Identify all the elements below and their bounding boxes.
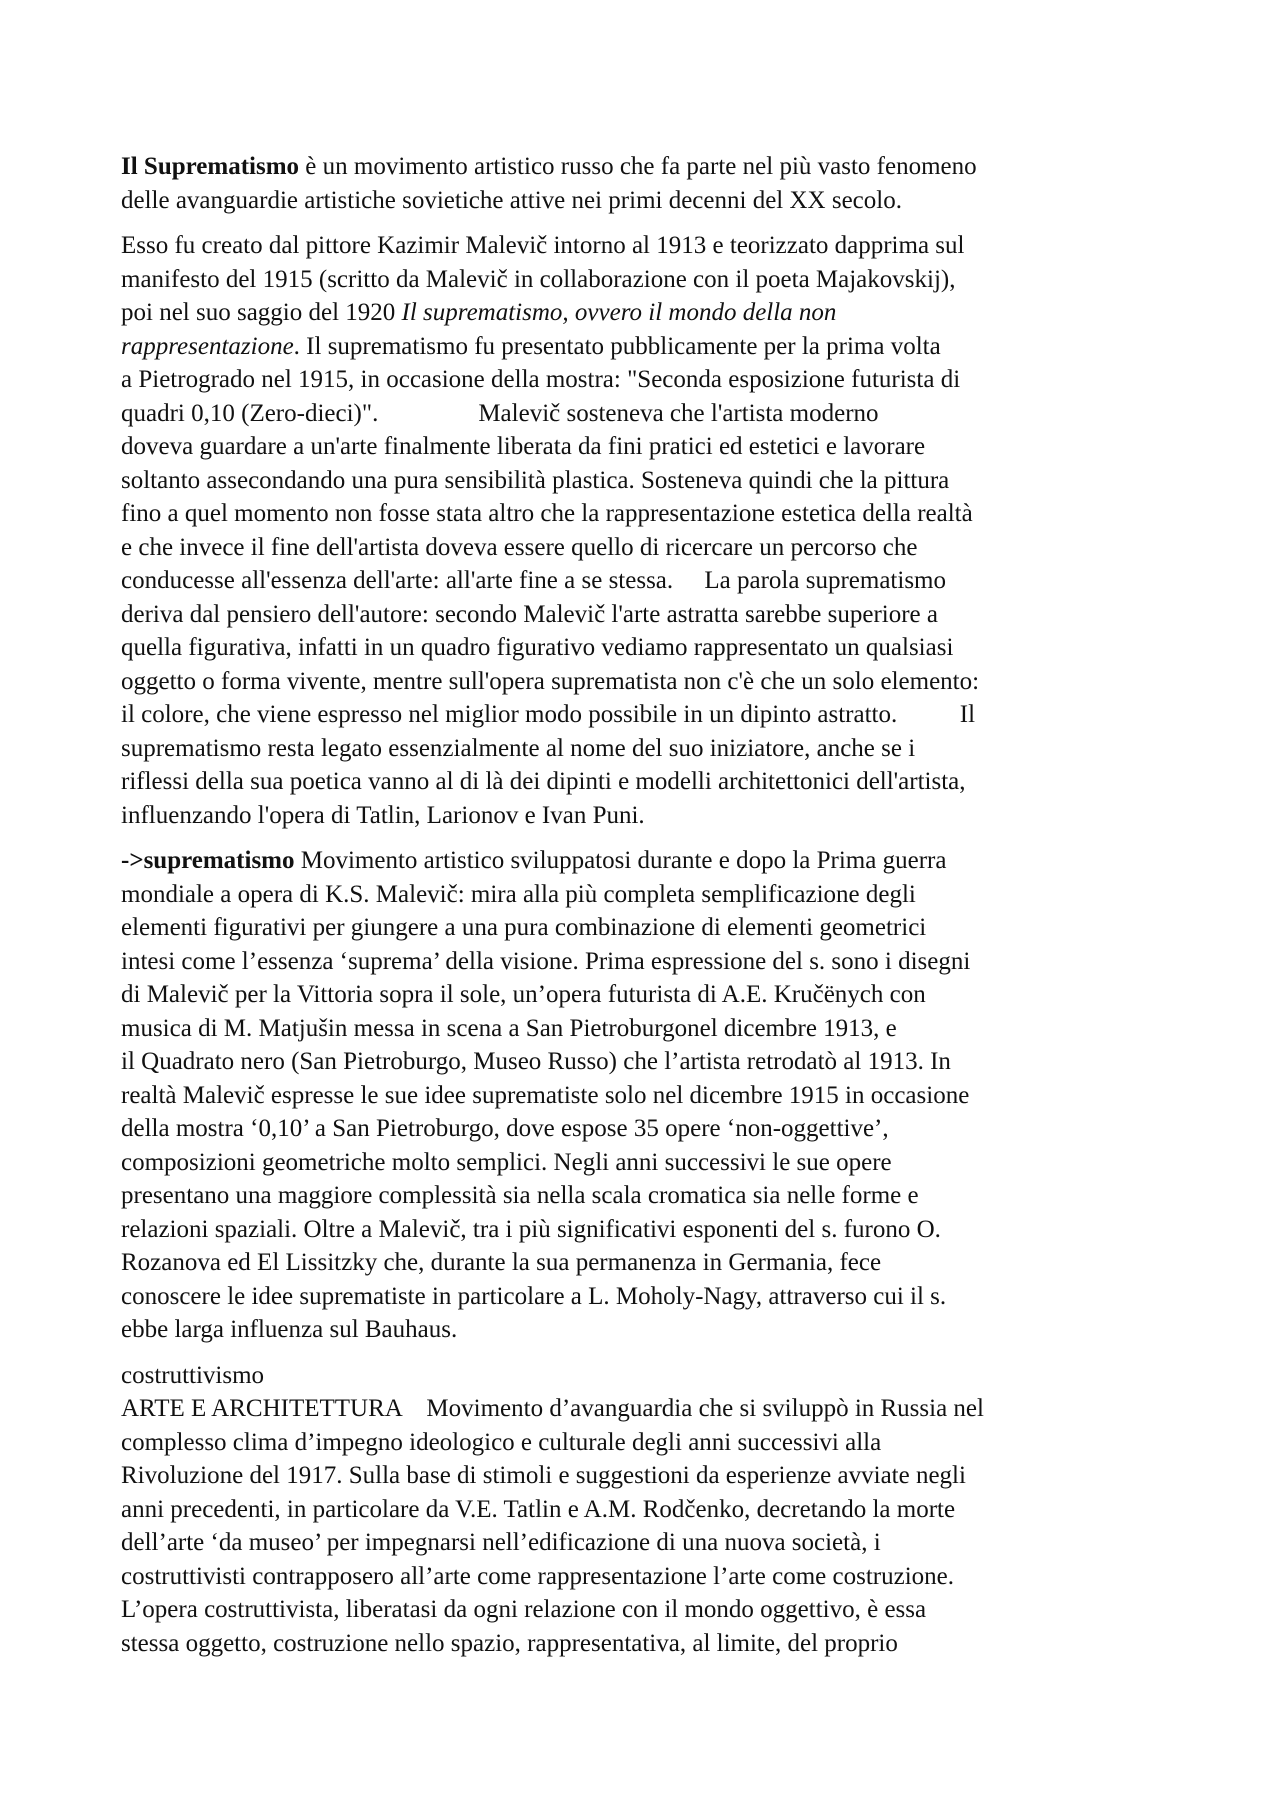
text-line: della mostra ‘0,10’ a San Pietroburgo, dove espose 35 opere ‘non-oggettive’,	[121, 1115, 889, 1142]
text-line: quella figurativa, infatti in un quadro figurativo vediamo rappresentato un qualsiasi	[121, 634, 954, 661]
text-line: Rivoluzione del 1917. Sulla base di stimoli e suggestioni da esperienze avviate negli	[121, 1462, 966, 1489]
text-line: ebbe larga influenza sul Bauhaus.	[121, 1316, 458, 1343]
text-line: deriva dal pensiero dell'autore: secondo Malevič l'arte astratta sarebbe superiore a	[121, 600, 938, 628]
bold-term: ->suprematismo	[121, 847, 295, 874]
text-line: relazioni spaziali. Oltre a Malevič, tra i più significativi esponenti del s. furono O.	[121, 1215, 941, 1243]
text-line: ARTE E ARCHITETTURA Movimento d’avanguardia che si sviluppò in Russia nel	[121, 1395, 984, 1422]
text-line: composizioni geometriche molto semplici. Negli anni successivi le sue opere	[121, 1148, 892, 1176]
text-line: Esso fu creato dal pittore Kazimir Malevič intorno al 1913 e teorizzato dapprima sul	[121, 232, 965, 259]
text-line: anni precedenti, in particolare da V.E. Tatlin e A.M. Rodčenko, decretando la morte	[121, 1495, 956, 1523]
text-line: realtà Malevič espresse le sue idee suprematiste solo nel dicembre 1915 in occasione	[121, 1081, 970, 1109]
text-line: doveva guardare a un'arte finalmente liberata da fini pratici ed estetici e lavorare	[121, 433, 926, 460]
text-line: il Quadrato nero (San Pietroburgo, Museo Russo) che l’artista retrodatò al 1913. In	[121, 1048, 951, 1075]
section-heading: costruttivismo	[121, 1361, 265, 1389]
paragraph-malevic-history	[121, 229, 1171, 832]
text-line: poi nel suo saggio del 1920 Il suprematismo, ovvero il mondo della non	[121, 299, 837, 326]
paragraph-suprematismo-intro	[121, 150, 1171, 217]
text-line: intesi come l’essenza ‘suprema’ della visione. Prima espressione del s. sono i disegni	[121, 947, 971, 975]
text-line: musica di M. Matjušin messa in scena a San Pietroburgonel dicembre 1913, e	[121, 1014, 897, 1042]
italic-title: Il suprematismo, ovvero il mondo della non	[401, 299, 837, 326]
text-line: fino a quel momento non fosse stata altro che la rappresentazione estetica della realtà	[121, 500, 973, 527]
text-line: conducesse all'essenza dell'arte: all'arte fine a se stessa. La parola suprematismo	[121, 567, 946, 594]
text-line: costruttivisti contrapposero all’arte come rappresentazione l’arte come costruzione.	[121, 1562, 954, 1590]
text-line: il colore, che viene espresso nel miglior modo possibile in un dipinto astratto. Il	[121, 701, 976, 728]
text-line: di Malevič per la Vittoria sopra il sole, un’opera futurista di A.E. Kručënych con	[121, 981, 926, 1008]
text-line: e che invece il fine dell'artista doveva essere quello di ricercare un percorso che	[121, 533, 918, 561]
text-line: suprematismo resta legato essenzialmente al nome del suo iniziatore, anche se i	[121, 734, 916, 762]
text-line: influenzando l'opera di Tatlin, Larionov e Ivan Puni.	[121, 801, 645, 829]
text-line: a Pietrogrado nel 1915, in occasione della mostra: "Seconda esposizione futurista di	[121, 366, 961, 393]
document-page	[121, 150, 1171, 1660]
text-line: rappresentazione. Il suprematismo fu presentato pubblicamente per la prima volta	[121, 332, 941, 360]
text-line: L’opera costruttivista, liberatasi da ogni relazione con il mondo oggettivo, è essa	[121, 1596, 927, 1623]
text-line: manifesto del 1915 (scritto da Malevič in collaborazione con il poeta Majakovskij),	[121, 265, 956, 293]
italic-title: rappresentazione	[121, 332, 294, 360]
text-line: conoscere le idee suprematiste in particolare a L. Moholy-Nagy, attraverso cui il s.	[121, 1282, 947, 1310]
text-line: elementi figurativi per giungere a una pura combinazione di elementi geometrici	[121, 914, 927, 941]
text-line: quadri 0,10 (Zero-dieci)". Malevič sosteneva che l'artista moderno	[121, 399, 879, 427]
text-line: ->suprematismo Movimento artistico sviluppatosi durante e dopo la Prima guerra	[121, 847, 947, 874]
text-line: soltanto assecondando una pura sensibilità plastica. Sosteneva quindi che la pittura	[121, 466, 950, 494]
text-line: oggetto o forma vivente, mentre sull'opera suprematista non c'è che un solo elemento:	[121, 667, 980, 695]
text-line: complesso clima d’impegno ideologico e culturale degli anni successivi alla	[121, 1428, 882, 1456]
bold-term: Il Suprematismo	[121, 153, 300, 180]
text-line: Il Suprematismo è un movimento artistico russo che fa parte nel più vasto fenomeno	[121, 153, 977, 180]
text-line: delle avanguardie artistiche sovietiche attive nei primi decenni del XX secolo.	[121, 186, 902, 214]
paragraph-suprematismo-definition	[121, 844, 1171, 1347]
text-line: Rozanova ed El Lissitzky che, durante la sua permanenza in Germania, fece	[121, 1249, 882, 1276]
text-line: presentano una maggiore complessità sia nella scala cromatica sia nelle forme e	[121, 1182, 919, 1209]
text-line: dell’arte ‘da museo’ per impegnarsi nell’edificazione di una nuova società, i	[121, 1529, 881, 1556]
paragraph-costruttivismo	[121, 1359, 1171, 1661]
text-line: stessa oggetto, costruzione nello spazio, rappresentativa, al limite, del proprio	[121, 1629, 898, 1657]
text-line: riflessi della sua poetica vanno al di là dei dipinti e modelli architettonici dell'artista,	[121, 768, 966, 795]
text-line: mondiale a opera di K.S. Malevič: mira alla più completa semplificazione degli	[121, 880, 916, 908]
